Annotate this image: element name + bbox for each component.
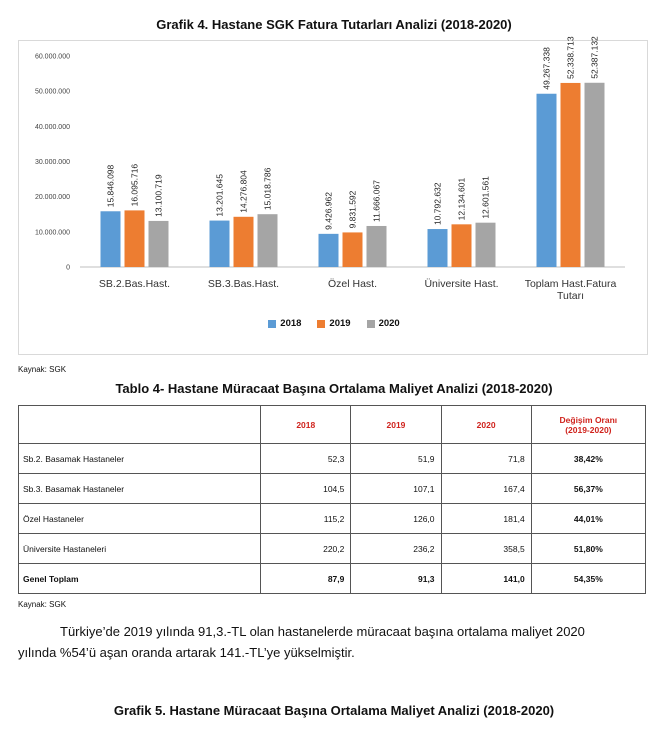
bar (234, 217, 254, 267)
row-label: Genel Toplam (19, 564, 261, 594)
cell-2020: 141,0 (441, 564, 531, 594)
source-note-table: Kaynak: SGK (18, 600, 67, 609)
source-note-chart: Kaynak: SGK (18, 365, 67, 374)
cell-rate: 44,01% (531, 504, 645, 534)
cell-2019: 51,9 (351, 444, 441, 474)
y-tick-label: 0 (66, 264, 70, 272)
bar (125, 210, 145, 267)
x-tick-label: Üniversite Hast. (424, 278, 499, 290)
legend-label: 2018 (280, 318, 302, 329)
next-chart-title: Grafik 5. Hastane Müracaat Başına Ortalama Maliyet Analizi (2018-2020) (113, 703, 555, 718)
bar-data-label: 11.666.067 (371, 180, 382, 222)
cell-2020: 71,8 (441, 444, 531, 474)
header-2020: 2020 (441, 406, 531, 444)
bar-data-label: 10.792.632 (432, 182, 443, 226)
y-tick-label: 60.000.000 (34, 53, 70, 61)
bar-data-label: 52.387.132 (589, 36, 600, 79)
legend-item (317, 318, 350, 329)
cell-2018: 104,5 (261, 474, 351, 504)
body-paragraph (18, 621, 648, 663)
x-tick-label: Özel Hast. (327, 278, 378, 290)
legend-swatch (268, 320, 276, 328)
x-tick-label: SB.2.Bas.Hast. (98, 278, 171, 290)
cell-2019: 236,2 (351, 534, 441, 564)
table-title: Tablo 4- Hastane Müracaat Başına Ortalama Maliyet Analizi (2018-2020) (115, 381, 553, 396)
legend-label: 2020 (378, 318, 400, 329)
header-2018: 2018 (261, 406, 351, 444)
cell-2018: 220,2 (261, 534, 351, 564)
legend-label: 2019 (329, 318, 351, 329)
legend-item (268, 318, 301, 329)
bar (101, 211, 121, 267)
chart-title: Grafik 4. Hastane SGK Fatura Tutarları Analizi (2018-2020) (156, 17, 512, 32)
paragraph-line: Türkiye’de 2019 yılında 91,3.-TL olan hastanelerde müracaat başına ortalama maliyet 2020 (60, 624, 585, 639)
bar-data-label: 12.601.561 (480, 176, 491, 219)
row-label: Sb.3. Basamak Hastaneler (19, 474, 261, 504)
cell-2018: 52,3 (261, 444, 351, 474)
cell-2020: 358,5 (441, 534, 531, 564)
cell-2019: 91,3 (351, 564, 441, 594)
bar-data-label: 16.095.716 (129, 163, 140, 207)
bar (319, 234, 339, 267)
bar-data-label: 13.100.719 (153, 174, 164, 217)
table-row (19, 474, 646, 504)
y-tick-label: 20.000.000 (34, 194, 70, 202)
bar (561, 83, 581, 267)
legend-swatch (367, 320, 375, 328)
cost-table (18, 405, 646, 594)
bar (428, 229, 448, 267)
bar (476, 223, 496, 267)
bar (585, 83, 605, 267)
legend-item (367, 318, 400, 329)
table-row (19, 444, 646, 474)
bar-data-label: 52.338.713 (565, 36, 576, 79)
table-total-row (19, 564, 646, 594)
cell-rate: 38,42% (531, 444, 645, 474)
header-change-rate: Değişim Oranı (2019-2020) (531, 406, 645, 444)
cell-2019: 126,0 (351, 504, 441, 534)
row-label: Üniversite Hastaneleri (19, 534, 261, 564)
x-tick-label: Toplam Hast.Fatura (524, 278, 617, 290)
cell-2018: 115,2 (261, 504, 351, 534)
legend-swatch (317, 320, 325, 328)
row-label: Sb.2. Basamak Hastaneler (19, 444, 261, 474)
cell-2020: 181,4 (441, 504, 531, 534)
bar (367, 226, 387, 267)
bar-data-label: 49.267.338 (541, 47, 552, 90)
y-tick-label: 30.000.000 (34, 159, 70, 166)
table-header-row (19, 406, 646, 444)
cell-rate: 51,80% (531, 534, 645, 564)
x-tick-label: Tutarı (556, 290, 585, 302)
cell-rate: 54,35% (531, 564, 645, 594)
y-tick-label: 40.000.000 (34, 123, 70, 131)
header-empty (19, 406, 261, 444)
header-2019: 2019 (351, 406, 441, 444)
bar-data-label: 9.426.962 (323, 192, 334, 230)
bar (343, 232, 363, 267)
cell-2018: 87,9 (261, 564, 351, 594)
x-tick-label: SB.3.Bas.Hast. (207, 278, 280, 290)
y-tick-label: 10.000.000 (34, 229, 70, 237)
bar (452, 224, 472, 267)
cell-2020: 167,4 (441, 474, 531, 504)
bar-chart (0, 0, 668, 360)
table-row (19, 534, 646, 564)
bar-data-label: 15.018.786 (262, 167, 273, 211)
bar-data-label: 13.201.645 (214, 174, 225, 217)
row-label: Özel Hastaneler (19, 504, 261, 534)
paragraph-line: yılında %54’ü aşan oranda artarak 141.-TL’ye yükselmiştir. (18, 645, 355, 660)
bar (258, 214, 278, 267)
chart-legend (0, 318, 668, 329)
bar-data-label: 14.276.804 (238, 170, 249, 213)
bar (210, 221, 230, 267)
bar (537, 94, 557, 267)
bar-data-label: 15.846.098 (105, 164, 116, 208)
bar (149, 221, 169, 267)
bar-data-label: 12.134.601 (456, 177, 467, 221)
table-row (19, 504, 646, 534)
cell-rate: 56,37% (531, 474, 645, 504)
cell-2019: 107,1 (351, 474, 441, 504)
y-tick-label: 50.000.000 (34, 88, 70, 96)
bar-data-label: 9.831.592 (347, 190, 358, 229)
